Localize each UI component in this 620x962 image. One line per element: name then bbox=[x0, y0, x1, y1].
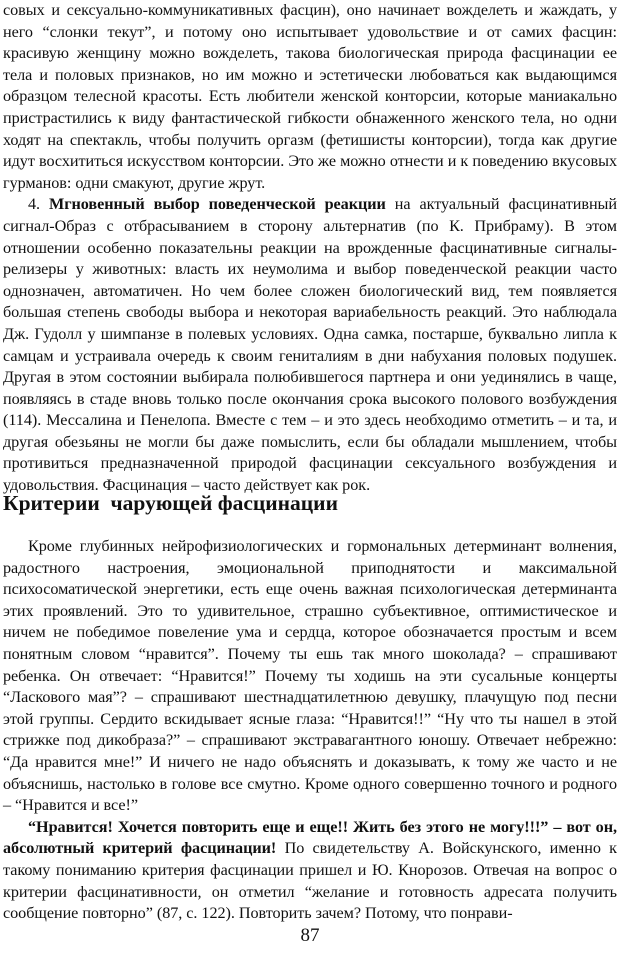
lower-text-block bbox=[3, 536, 617, 925]
paragraph-body-text: По свидетельству А. Войскунского, именно к такому пониманию критерия фасцинации пришел и Ю. Кнорозов. Отвечая на вопрос о критерии фасцинативности, он отметил “желание и готовность адресата получить сообщение повторно” (87, с. 122). Повторить зачем? Потому, что понрави- bbox=[3, 839, 617, 923]
paragraph-continuation: совых и сексуально-коммуникативных фасцин), оно начинает вожделеть и жаждать, у него “слонки текут”, и потому оно испытывает удовольствие и от самих фасцин: красивую женщину можно вожделеть, такова биологическая природа фасцинации ее тела и половых признаков, но им можно и эстетически любоваться как выдающимся образцом телесной красоты. Есть любители женской конторсии, которые маниакально пристрастились к виду фантастической гибкости обнаженного женского тела, но одни ходят на спектакль, чтобы получить оргазм (фетишисты конторсии), тогда как другие идут восхититься искусством конторсии. Это же можно отнести и к поведению вкусовых гурманов: одни смакуют, другие жрут. bbox=[3, 1, 617, 192]
page-number: 87 bbox=[300, 925, 320, 946]
paragraph-item-4 bbox=[3, 194, 617, 496]
upper-text-block bbox=[3, 0, 617, 497]
paragraph-criteria-intro: Кроме глубинных нейрофизиологических и гормональных детерминант волнения, радостного настроения, эмоциональной приподнятости и максимальной психосоматической энергетики, есть еще очень важная психологическая детерминанта этих проявлений. Это то удивительное, страшно субъективное, оптимистическое и ничем не победимое повеление ума и сердца, которое обозначается простым и всем понятным словом “нравится”. Почему ты ешь так много шоколада? – спрашивают ребенка. Он отвечает: “Нравится!” Почему ты ходишь на эти сусальные концерты “Ласкового мая”? – спрашивают шестнадцатилетнюю девушку, плачущую под песни этой группы. Сердито вскидывает ясные глаза: “Нравится!!” “Ну что ты нашел в этой стрижке под дикобраза?” – спрашивают экстравагантного юношу. Отвечает небрежно: “Да нравится мне!” И ничего не надо объяснять и доказывать, к тому же часто и не объяснишь, настолько в голове все смутно. Кроме одного совершенно точного и родного – “Нравится и все!” bbox=[3, 537, 617, 815]
section-heading: Критерии чарующей фасцинации bbox=[3, 491, 338, 515]
item-body-text: на актуальный фасцинативный сигнал-Образ с отбрасыванием в сторону альтернатив (по К. Прибраму). В этом отношении особенно показательны реакции на врожденные фасцинативные сигналы-релизеры у животных: власть их неумолима и выбор поведенческой реакции часто однозначен, автоматичен. Но чем более сложен биологический вид, тем появляется большая степень свободы выбора и некоторая вариабельность реакций. Это наблюдала Дж. Гудолл у шимпанзе в полевых условиях. Одна самка, постарше, буквально липла к самцам и устраивала очередь к своим гениталиям в дни набухания половых подушек. Другая в этом состоянии выбирала полюбившегося партнера и они уединялись в чаще, появляясь в стаде вновь только после окончания срока высокого полового возбуждения (114). Мессалина и Пенелопа. Вместе с тем – и это здесь необходимо отметить – и та, и другая обезьяны не могли бы даже помыслить, если бы обладали мышлением, чтобы противиться предназначенной природой фасцинации сексуального возбуждения и удовольствия. Фасцинация – часто действует как рок. bbox=[3, 195, 617, 495]
item-bold-lead: Мгновенный выбор поведенческой реакции bbox=[48, 195, 386, 214]
bold-quote: “Нравится! Хочется повторить еще и еще!! Жить без этого не могу!!!” – вот он, абсолютный критерий фасцинации! bbox=[3, 817, 617, 858]
paragraph-criteria-main bbox=[3, 817, 617, 925]
item-number: 4. bbox=[28, 195, 49, 214]
